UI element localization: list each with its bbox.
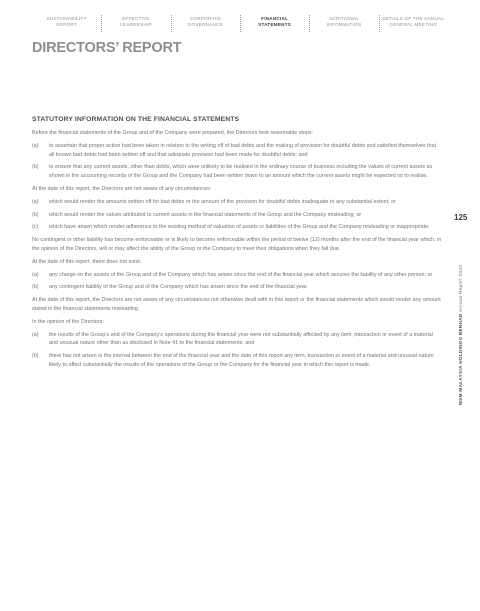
page-title: DIRECTORS’ REPORT: [32, 40, 182, 56]
nav-label-line2: GENERAL MEETING: [389, 22, 438, 27]
list-item-text: to ascertain that proper action had been taken in relation to the writing off of bad debts and the making of provision for doubtful debts and satisfied themselves that all known bad debts had been written off and that adequate provision had been made for doubtful debts; and: [49, 142, 437, 158]
side-report-name: Annual Report 2020: [458, 264, 463, 312]
side-company-name: MSM MALAYSIA HOLDINGS BERHAD: [458, 313, 463, 405]
list-item: [32, 271, 442, 280]
nav-label-line1: EFFECTIVE: [122, 16, 150, 21]
list-item-label: (a): [32, 331, 39, 338]
page-number: 125: [454, 213, 468, 222]
nav-label-line2: INFORMATION: [326, 22, 362, 27]
nav-label-line2: GOVERNANCE: [187, 22, 223, 27]
paragraph: No contingent or other liability has become enforceable or is likely to become enforceable within the period of twelve (12) months after the end of the financial year which, in the opinion of the Directors, will or may affect the ability of the Group or the Company to meet their obligations when they fall due.: [32, 237, 442, 252]
nav-label-line1: CORPORATE: [189, 16, 221, 21]
list-item: [32, 211, 442, 220]
report-body: [32, 116, 442, 374]
paragraph: At the date of this report, there does not exist:: [32, 258, 142, 265]
list-item-label: (c): [32, 224, 39, 231]
list-item: [32, 331, 442, 349]
nav-sustainability-report[interactable]: [32, 12, 101, 34]
paragraph: Before the financial statements of the Group and of the Company were prepared, the Directors took reasonable steps:: [32, 130, 314, 136]
list-item-text: to ensure that any current assets, other than debts, which were unlikely to be realised in the ordinary course of business including the values of current assets as shown in the accounting records of the Group and the Company had been written down to an amount which the current assets might be expected so to realise.: [49, 164, 433, 180]
nav-corporate-governance[interactable]: [171, 12, 240, 34]
nav-effective-leadership[interactable]: [101, 12, 170, 34]
list-item-text: any charge on the assets of the Group and of the Company which has arisen since the end of the financial year which secures the liability of any other person; or: [49, 271, 433, 278]
nav-label-line2: LEADERSHIP: [120, 22, 152, 27]
nav-annual-general-meeting[interactable]: [379, 12, 448, 34]
list-item-text: which have arisen which render adherence to the existing method of valuation of assets or liabilities of the Group and the Company misleading or inappropriate.: [49, 224, 430, 231]
list-item: [32, 142, 442, 160]
nav-financial-statements[interactable]: [240, 12, 309, 34]
top-navigation: [32, 12, 448, 34]
list-item: [32, 352, 442, 370]
nav-label-line2: STATEMENTS: [258, 22, 292, 27]
nav-label-line1: ADDITIONAL: [328, 16, 360, 21]
list-item-text: there has not arisen in the interval between the end of the financial year and the date of this report any item, transaction or event of a material and unusual nature likely to affect substantially the results of the operations of the Group or the Company for the financial year in which this report is made.: [49, 353, 434, 368]
nav-label-line2: REPORT: [56, 22, 77, 27]
list-item-label: (b): [32, 164, 39, 171]
list-item-label: (a): [32, 271, 39, 278]
list-item-label: (b): [32, 353, 39, 360]
list-item-label: (a): [32, 198, 39, 205]
list-item-label: (a): [32, 142, 39, 149]
paragraph: At the date of this report, the Directors are not aware of any circumstances:: [32, 185, 212, 192]
list-item-text: any contingent liability of the Group and of the Company which has arisen since the end of the financial year.: [49, 284, 308, 291]
nav-additional-information[interactable]: [309, 12, 378, 34]
list-item: [32, 198, 442, 207]
nav-label-line1: SUSTAINABILITY: [46, 16, 87, 21]
paragraph: In the opinion of the Directors:: [32, 318, 104, 325]
list-item-text: which would render the values attributed to current assets in the financial statements of the Group and the Company misleading; or: [49, 211, 362, 218]
paragraph: At the date of this report, the Directors are not aware of any circumstances not otherwise dealt with in this report or the financial statements which would render any amount stated in the financial statements misleading.: [32, 297, 441, 312]
nav-label-line1: FINANCIAL: [261, 16, 289, 21]
side-running-title: [458, 265, 463, 405]
list-item-label: (b): [32, 284, 39, 291]
list-item-text: which would render the amounts written off for bad debts or the amount of the provision for doubtful debts inadequate to any substantial extent; or: [49, 198, 396, 205]
list-item-label: (b): [32, 211, 39, 218]
list-item: [32, 283, 442, 292]
nav-label-line1: DETAILS OF THE ANNUAL: [382, 16, 445, 21]
section-heading: STATUTORY INFORMATION ON THE FINANCIAL STATEMENTS: [32, 116, 240, 123]
list-item: [32, 223, 442, 232]
list-item-text: the results of the Group’s and of the Company’s operations during the financial year were not substantially affected by any item, transaction or event of a material and unusual nature other than as disclosed in Note 41 to the financial statements; and: [49, 331, 433, 347]
list-item: [32, 163, 442, 181]
